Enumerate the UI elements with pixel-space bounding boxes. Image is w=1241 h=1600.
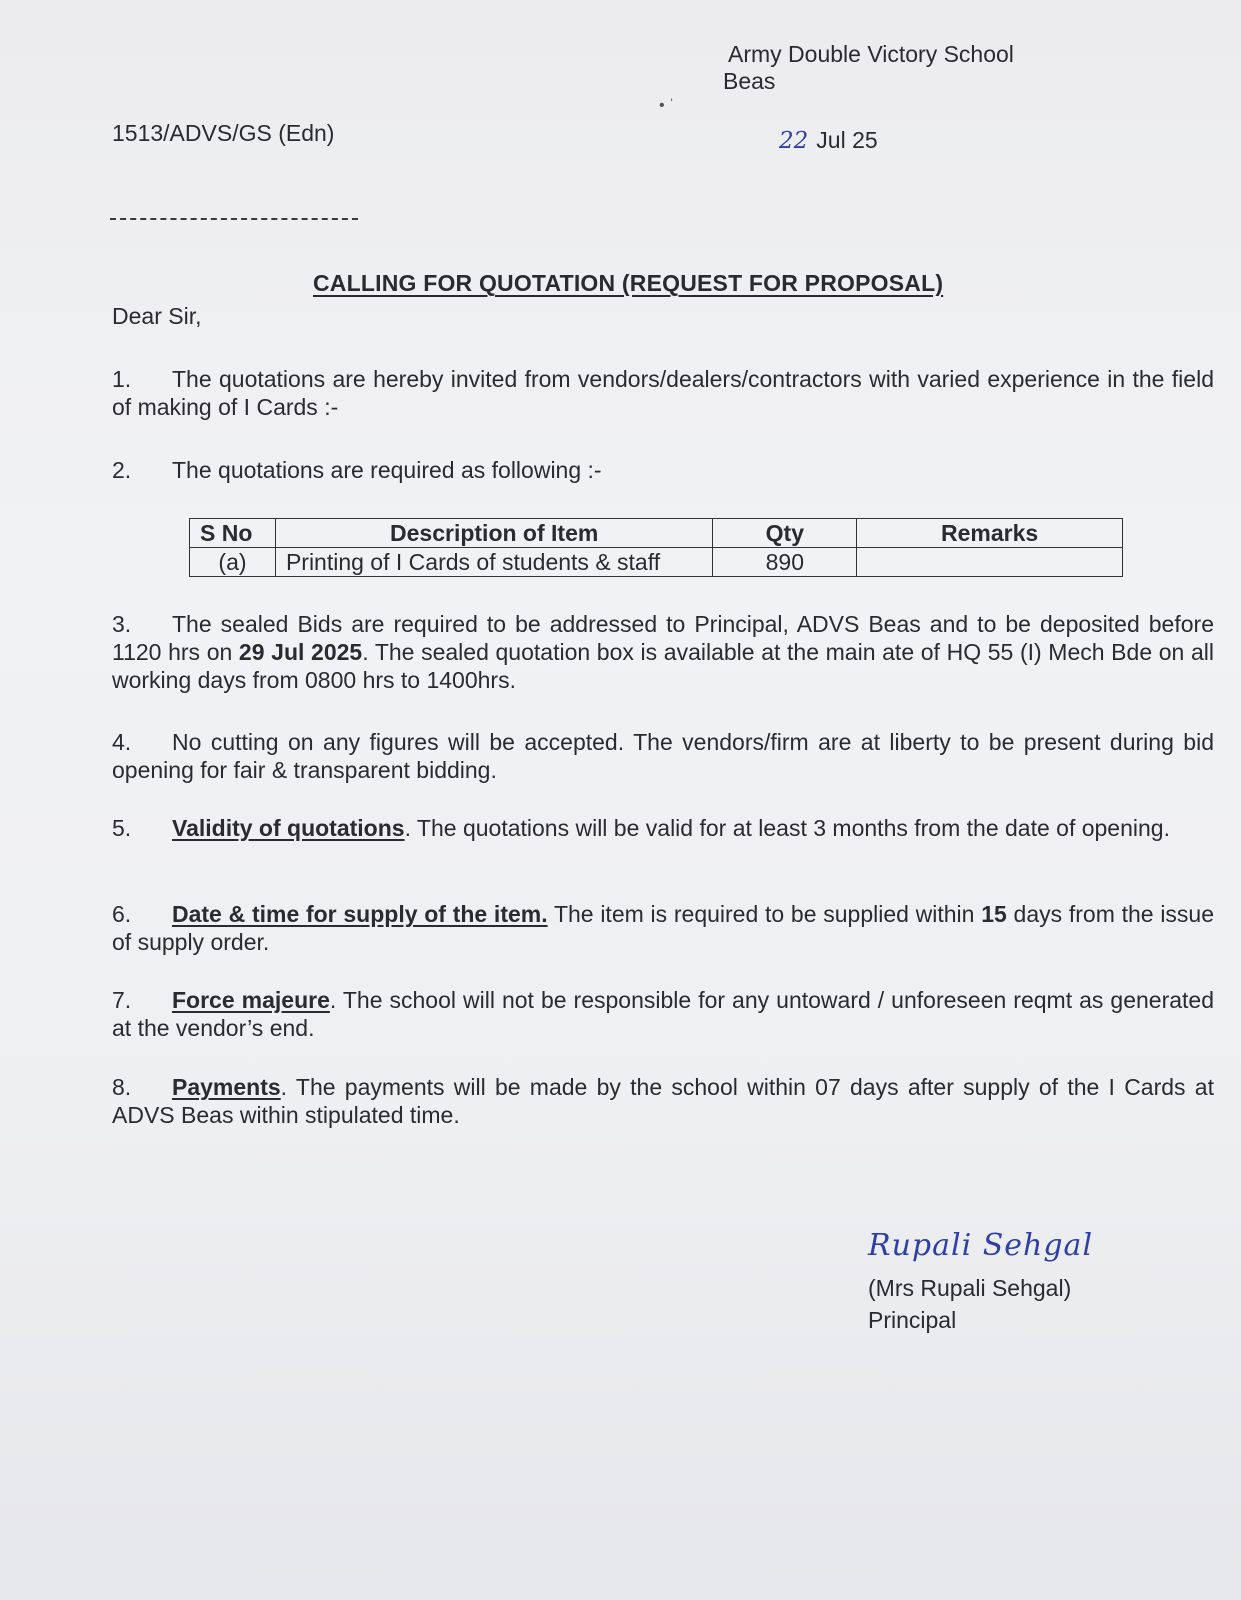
paragraph-heading: Payments bbox=[172, 1074, 281, 1100]
paragraph-number: 2. bbox=[112, 457, 132, 483]
paragraph-1 bbox=[112, 365, 1214, 421]
paragraph-heading: Force majeure bbox=[172, 987, 330, 1013]
signatory-name: (Mrs Rupali Sehgal) bbox=[868, 1275, 1072, 1301]
signatory-designation: Principal bbox=[868, 1307, 957, 1333]
school-place: Beas bbox=[723, 68, 776, 94]
table-header-description: Description of Item bbox=[275, 519, 712, 548]
paragraph-heading: Date & time for supply of the item. bbox=[172, 901, 548, 927]
paragraph-number: 6. bbox=[112, 901, 132, 927]
paragraph-number: 8. bbox=[112, 1074, 132, 1100]
paragraph-5 bbox=[112, 814, 1214, 842]
paragraph-heading: Validity of quotations bbox=[172, 815, 405, 841]
letter-date bbox=[779, 126, 878, 155]
paragraph-text: . The sealed quotation box is available at the main ate of HQ 55 (I) Mech Bde on all working days from 0800 hrs to 1400hrs. bbox=[112, 639, 1214, 693]
table-header-sno: S No bbox=[190, 519, 276, 548]
reference-number: 1513/ADVS/GS (Edn) bbox=[112, 120, 335, 146]
handwritten-signature: Rupali Sehgal bbox=[868, 1228, 1094, 1263]
paragraph-text: . The school will not be responsible for any untoward / unforeseen reqmt as generated at the vendor’s end. bbox=[112, 987, 1214, 1041]
paragraph-text: The quotations are hereby invited from vendors/dealers/contractors with varied experience in the field of making of I Cards :- bbox=[112, 366, 1214, 420]
paragraph-text: The sealed Bids are required to be addressed to Principal, ADVS Beas and to be deposited before 1120 hrs on bbox=[112, 611, 1214, 665]
scan-mark: • ˈ bbox=[659, 97, 675, 114]
paragraph-3 bbox=[112, 610, 1214, 694]
quotation-items-table bbox=[189, 518, 1123, 577]
paragraph-text: . The quotations will be valid for at least 3 months from the date of opening. bbox=[404, 815, 1170, 841]
paragraph-2 bbox=[112, 456, 1214, 484]
paragraph-number: 3. bbox=[112, 611, 132, 637]
table-header-row bbox=[190, 519, 1123, 548]
paragraph-number: 4. bbox=[112, 729, 132, 755]
table-cell-sno: (a) bbox=[190, 548, 276, 577]
paragraph-text: . The payments will be made by the school within 07 days after supply of the I Cards at ADVS Beas within stipulated time. bbox=[112, 1074, 1214, 1128]
paragraph-number: 7. bbox=[112, 987, 132, 1013]
paragraph-6 bbox=[112, 900, 1214, 956]
table-header-qty: Qty bbox=[713, 519, 857, 548]
paragraph-number: 1. bbox=[112, 366, 132, 392]
table-cell-qty: 890 bbox=[713, 548, 857, 577]
table-cell-remarks bbox=[857, 548, 1123, 577]
deadline-date: 29 Jul 2025 bbox=[238, 639, 363, 665]
table-header-remarks: Remarks bbox=[857, 519, 1123, 548]
supply-days: 15 bbox=[981, 901, 1007, 927]
table-cell-description: Printing of I Cards of students & staff bbox=[275, 548, 712, 577]
school-name: Army Double Victory School bbox=[728, 41, 1014, 67]
date-month-year: Jul 25 bbox=[816, 127, 878, 153]
paragraph-number: 5. bbox=[112, 815, 132, 841]
paragraph-4 bbox=[112, 728, 1214, 784]
table-row bbox=[190, 548, 1123, 577]
addressee-dashed-line bbox=[110, 218, 358, 220]
paragraph-8 bbox=[112, 1073, 1214, 1129]
paragraph-7 bbox=[112, 986, 1214, 1042]
paragraph-text: No cutting on any figures will be accepted. The vendors/firm are at liberty to be present during bid opening for fair & transparent bidding. bbox=[112, 729, 1214, 783]
salutation: Dear Sir, bbox=[112, 303, 202, 329]
page-title: CALLING FOR QUOTATION (REQUEST FOR PROPOSAL) bbox=[313, 270, 944, 296]
paragraph-text: The item is required to be supplied within bbox=[547, 901, 982, 927]
paragraph-text: days from the issue of supply order. bbox=[112, 901, 1215, 955]
paragraph-text: The quotations are required as following :- bbox=[172, 457, 602, 483]
date-handwritten-day: 22 bbox=[779, 128, 809, 154]
